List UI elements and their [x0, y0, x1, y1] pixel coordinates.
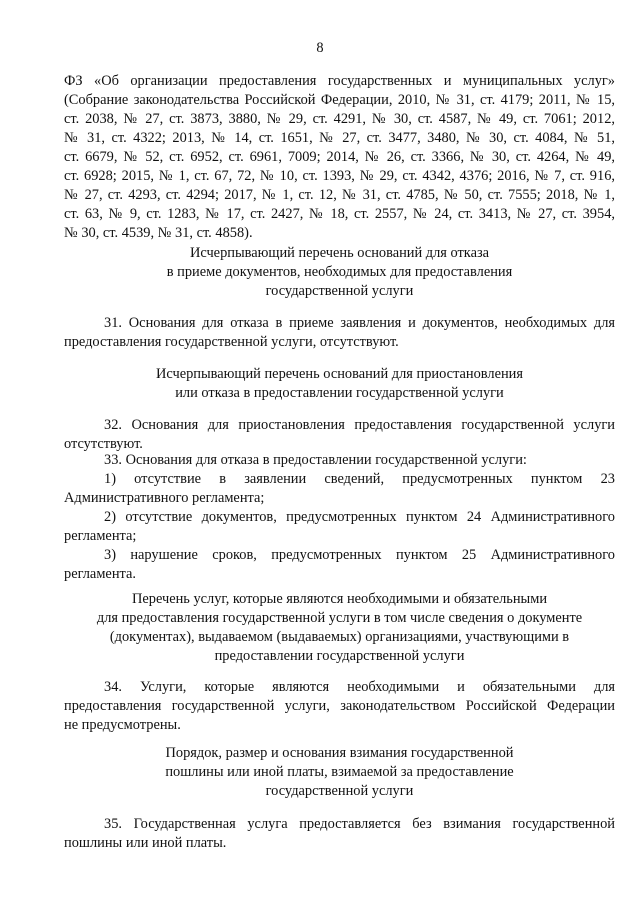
paragraph-34	[64, 678, 615, 735]
page-number: 8	[316, 40, 324, 56]
heading-line: Исчерпывающий перечень оснований для приостановления	[155, 366, 524, 382]
text-line: ФЗ «Об организации предоставления государственных и муниципальных услуг»	[64, 73, 615, 89]
text-line: ст. 6928; 2015, № 1, ст. 67, 72, № 10, ст. 1393, № 29, ст. 4342, 4376; 2016, № 7, ст. 916,	[64, 168, 615, 184]
text-line: ст. 2038, № 27, ст. 3873, 3880, № 29, ст. 4291, № 30, ст. 4587, № 49, ст. 7061; 2012,	[64, 111, 615, 127]
text-line: ст. 6679, № 52, ст. 6952, ст. 6961, 7009; 2014, № 26, ст. 3366, № 30, ст. 4264, № 49,	[64, 149, 615, 165]
heading-line: государственной услуги	[265, 783, 414, 799]
heading-line: в приеме документов, необходимых для предоставления	[166, 264, 513, 280]
text-line: регламента;	[64, 528, 137, 544]
text-line: пошлины или иной платы.	[64, 835, 227, 851]
text-line: 32. Основания для приостановления предоставления государственной услуги	[104, 417, 615, 433]
section-heading-refusal-documents	[64, 244, 615, 301]
text-line: 34. Услуги, которые являются необходимыми и обязательными для	[104, 679, 615, 695]
heading-line: Исчерпывающий перечень оснований для отказа	[189, 245, 490, 261]
text-line: (Собрание законодательства Российской Федерации, 2010, № 31, ст. 4179; 2011, № 15,	[64, 92, 615, 108]
paragraph-32	[64, 416, 615, 454]
heading-line: для предоставления государственной услуги в том числе сведения о документе	[96, 610, 583, 626]
paragraph-35	[64, 815, 615, 853]
heading-line: пошлины или иной платы, взимаемой за предоставление	[165, 764, 514, 780]
heading-line: предоставлении государственной услуги	[214, 648, 465, 664]
heading-line: (документах), выдаваемом (выдаваемых) организациями, участвующими в	[109, 629, 570, 645]
section-heading-suspension	[64, 365, 615, 403]
text-line: 33. Основания для отказа в предоставлении государственной услуги:	[104, 452, 527, 468]
text-line: 35. Государственная услуга предоставляется без взимания государственной	[104, 816, 615, 832]
text-line: Административного регламента;	[64, 490, 265, 506]
text-line: ст. 63, № 9, ст. 1283, № 17, ст. 2427, № 18, ст. 2557, № 24, ст. 3413, № 27, ст. 3954,	[64, 206, 615, 222]
text-line: регламента.	[64, 566, 136, 582]
heading-line: Порядок, размер и основания взимания государственной	[165, 745, 514, 761]
text-line: № 30, ст. 4539, № 31, ст. 4858).	[64, 225, 253, 241]
text-line: 1) отсутствие в заявлении сведений, предусмотренных пунктом 23	[104, 471, 615, 487]
text-line: предоставления государственной услуги, законодательством Российской Федерации	[64, 698, 615, 714]
heading-line: государственной услуги	[265, 283, 414, 299]
paragraph-31	[64, 314, 615, 352]
text-line: предоставления государственной услуги, отсутствуют.	[64, 334, 399, 350]
text-line: № 31, ст. 4322; 2013, № 14, ст. 1651, № 27, ст. 3477, 3480, № 30, ст. 4084, № 51,	[64, 130, 615, 146]
paragraph-33	[64, 451, 615, 584]
section-heading-necessary-services	[64, 590, 615, 666]
heading-line: Перечень услуг, которые являются необходимыми и обязательными	[131, 591, 548, 607]
text-line: отсутствуют.	[64, 436, 143, 452]
section-heading-state-fee	[64, 744, 615, 801]
text-line: 31. Основания для отказа в приеме заявления и документов, необходимых для	[104, 315, 615, 331]
text-line: не предусмотрены.	[64, 717, 181, 733]
heading-line: или отказа в предоставлении государственной услуги	[175, 385, 504, 401]
text-line: 2) отсутствие документов, предусмотренных пунктом 24 Административного	[104, 509, 615, 525]
text-line: № 27, ст. 4293, ст. 4294; 2017, № 1, ст. 12, № 31, ст. 4785, № 50, ст. 7555; 2018, № 1,	[64, 187, 615, 203]
law-reference-paragraph	[64, 72, 615, 243]
text-line: 3) нарушение сроков, предусмотренных пунктом 25 Административного	[104, 547, 615, 563]
